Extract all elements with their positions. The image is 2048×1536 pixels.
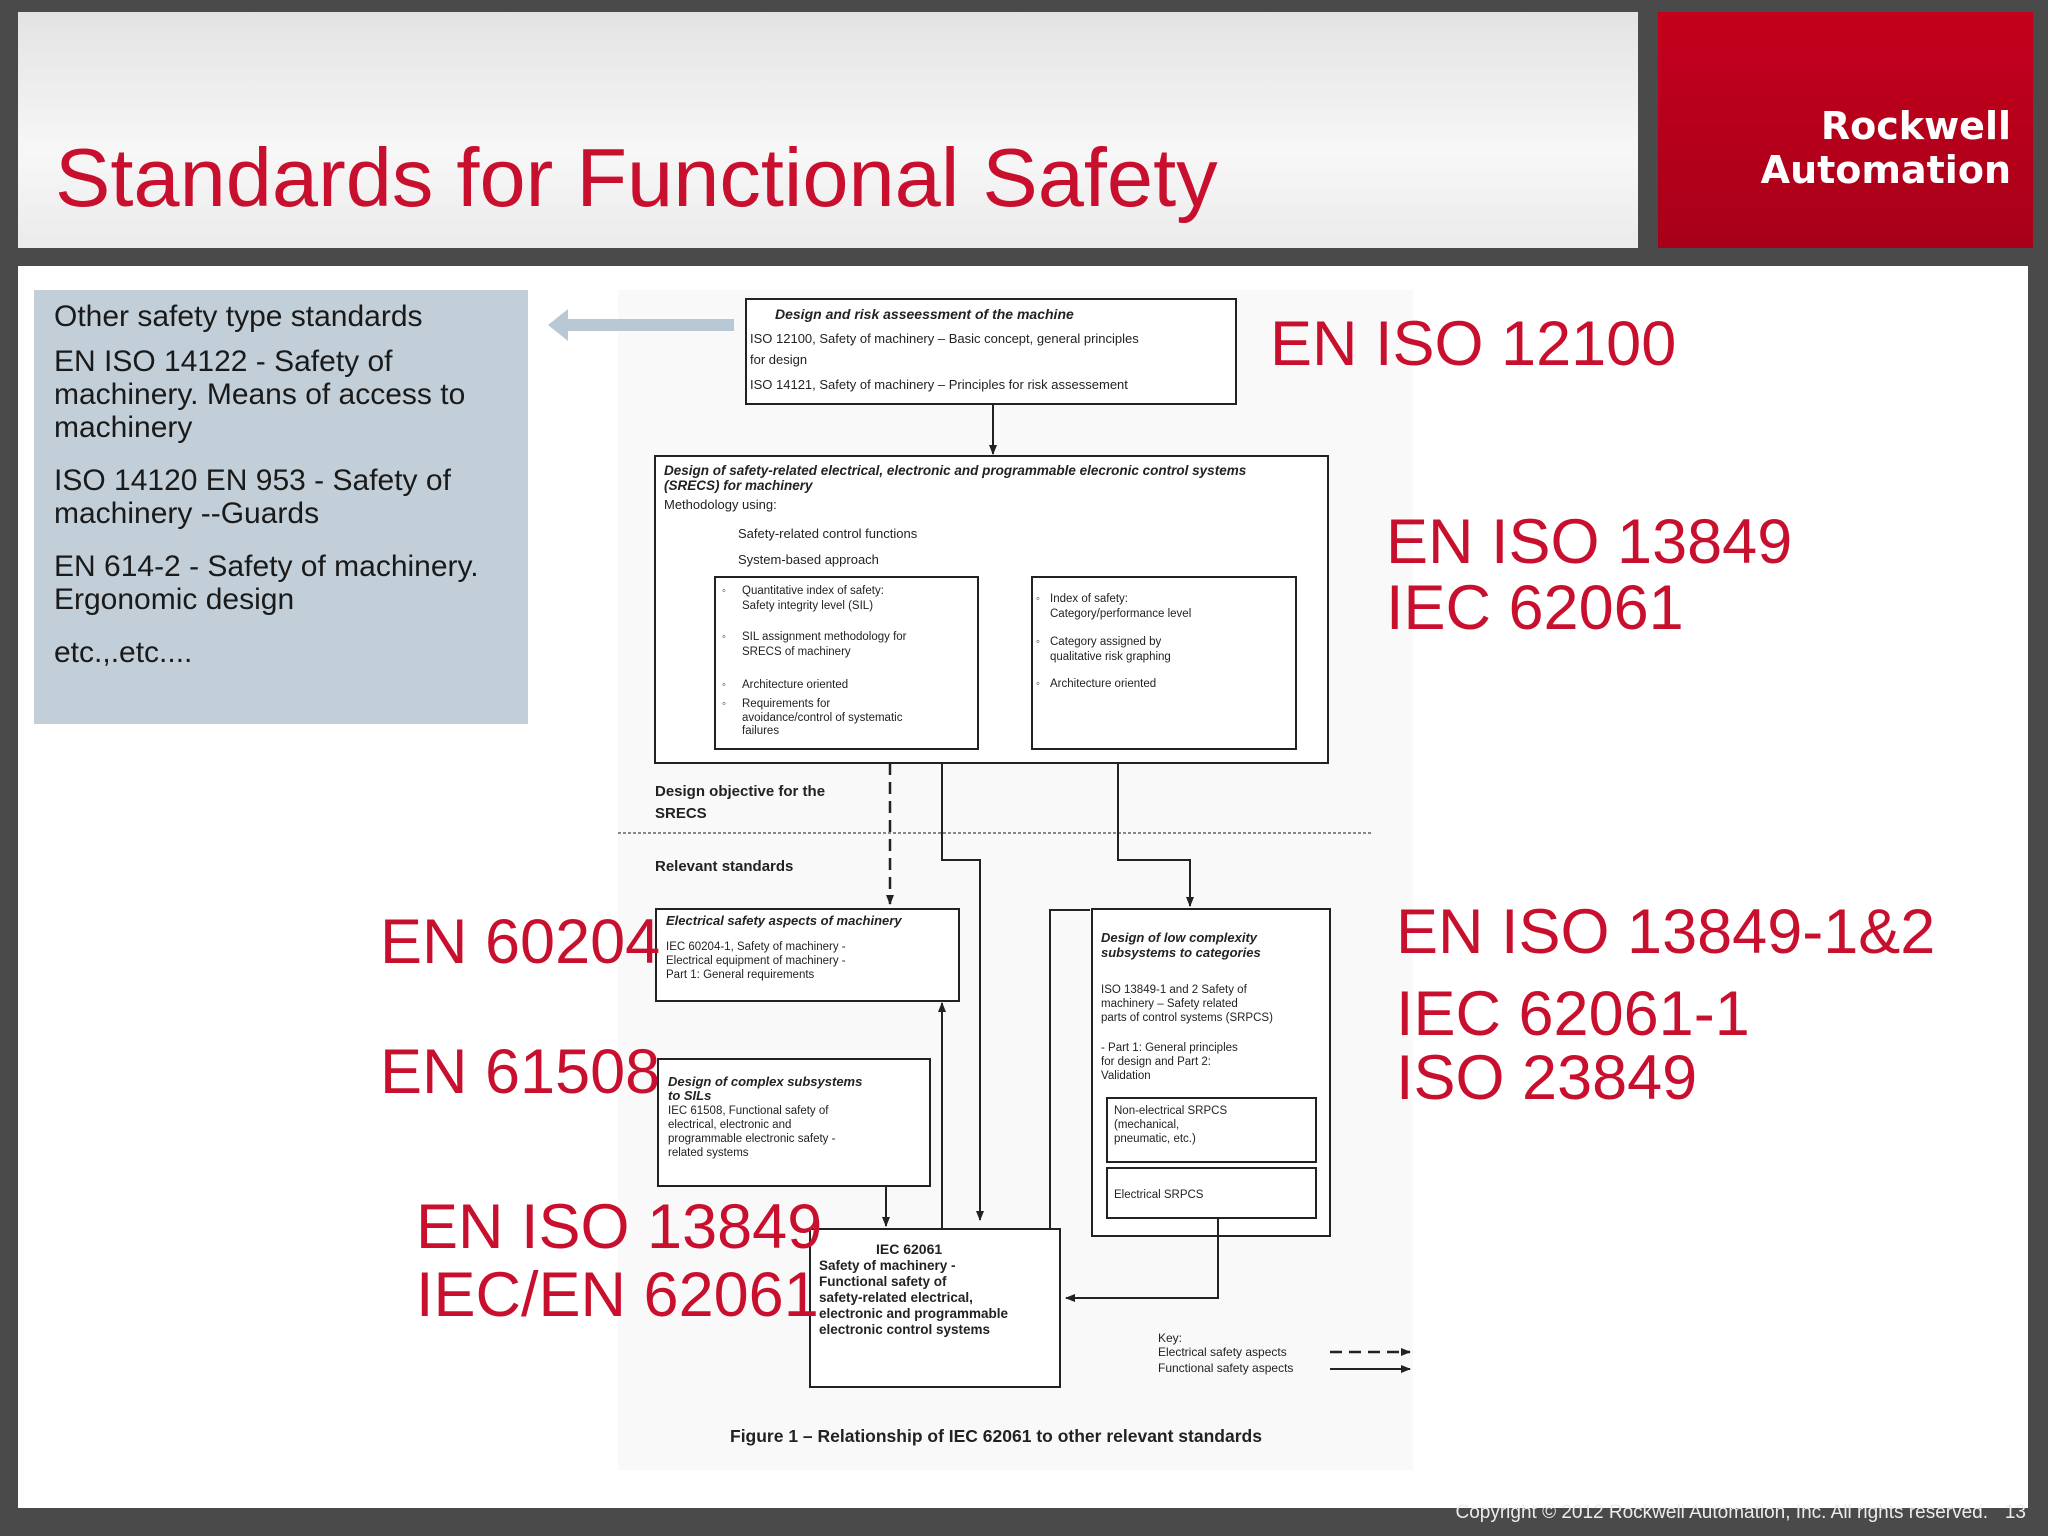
design-objective-label: SRECS — [655, 805, 707, 822]
complex-title: to SILs — [668, 1088, 712, 1103]
low-complexity-box — [1092, 909, 1330, 1236]
design-risk-line: for design — [750, 352, 808, 367]
srecs-box — [655, 456, 1328, 763]
standard-code: EN 614-2 — [54, 550, 181, 583]
complex-line: programmable electronic safety - — [668, 1133, 836, 1145]
complex-title: Design of complex subsystems — [668, 1074, 863, 1089]
sil-line: SIL assignment methodology for — [742, 631, 907, 643]
bullet-icon: ◦ — [722, 631, 726, 643]
brand-logo — [1658, 12, 2033, 248]
title-bar — [18, 12, 1638, 248]
iec-62061-box — [810, 1229, 1060, 1387]
bullet-icon: ◦ — [722, 698, 726, 710]
etc-text: etc.,.etc.... — [54, 636, 193, 669]
label-iec-62061-1: IEC 62061-1 — [1396, 979, 1750, 1049]
bullet-icon: ◦ — [722, 679, 726, 691]
iec-62061-line: electronic control systems — [819, 1322, 991, 1337]
electrical-safety-box — [656, 909, 959, 1001]
category-line: Index of safety: — [1050, 593, 1128, 605]
low-complexity-line: ISO 13849-1 and 2 Safety of — [1101, 984, 1247, 996]
standard-code: ISO 14120 EN 953 — [54, 464, 306, 497]
standard-desc: - Safety of machinery. Ergonomic design — [54, 550, 479, 616]
category-line: Category/performance level — [1050, 608, 1192, 620]
sil-line: Requirements for — [742, 698, 831, 710]
sil-line: failures — [742, 725, 780, 737]
srecs-title: Design of safety-related electrical, electronic and programmable elecronic control systems — [664, 463, 1247, 478]
design-risk-title: Design and risk asseessment of the machine — [775, 306, 1074, 322]
category-line: qualitative risk graphing — [1050, 651, 1171, 663]
low-complexity-title: Design of low complexity — [1101, 930, 1258, 945]
low-complexity-line: - Part 1: General principles — [1101, 1042, 1238, 1054]
standard-desc: - Safety of machinery. Means of access to machinery — [54, 345, 466, 444]
category-line: Category assigned by — [1050, 636, 1162, 648]
copyright-text: Copyright © 2012 Rockwell Automation, Inc. All rights reserved. — [1455, 1502, 1988, 1523]
complex-subsystems-box — [658, 1059, 930, 1186]
electrical-title: Electrical safety aspects of machinery — [666, 913, 902, 928]
srecs-item: System-based approach — [738, 552, 879, 567]
label-en-61508: EN 61508 — [380, 1037, 661, 1107]
electrical-line: Part 1: General requirements — [666, 969, 815, 981]
low-complexity-line: for design and Part 2: — [1101, 1056, 1211, 1068]
label-iec-62061: IEC 62061 — [1386, 573, 1684, 643]
key-functional-label: Functional safety aspects — [1158, 1361, 1294, 1375]
iec-62061-line: Safety of machinery - — [819, 1258, 956, 1273]
logo-line-2: Automation — [1760, 148, 2011, 192]
srecs-title: (SRECS) for machinery — [664, 478, 813, 493]
electrical-srpcs-label: Electrical SRPCS — [1114, 1189, 1204, 1201]
design-risk-box — [746, 299, 1236, 404]
relevant-standards-label: Relevant standards — [655, 858, 794, 875]
design-risk-line: ISO 14121, Safety of machinery – Principles for risk assessement — [750, 377, 1128, 392]
label-en-60204: EN 60204 — [380, 907, 661, 977]
label-en-iso-13849: EN ISO 13849 — [1386, 507, 1793, 577]
label-en-iso-12100: EN ISO 12100 — [1270, 309, 1677, 379]
low-complexity-line: machinery – Safety related — [1101, 998, 1238, 1010]
label-iso-23849: ISO 23849 — [1396, 1043, 1698, 1113]
iec-62061-line: Functional safety of — [819, 1274, 947, 1289]
design-risk-line: ISO 12100, Safety of machinery – Basic concept, general principles — [750, 331, 1139, 346]
electrical-line: IEC 60204-1, Safety of machinery - — [666, 941, 846, 953]
low-complexity-line: parts of control systems (SRPCS) — [1101, 1012, 1273, 1024]
label-bottom-en-iso-13849: EN ISO 13849 — [416, 1192, 823, 1262]
label-iec-en-62061: IEC/EN 62061 — [416, 1260, 819, 1330]
slide-content — [18, 266, 2028, 1508]
panel-heading: Other safety type standards — [54, 300, 423, 333]
iec-62061-title: IEC 62061 — [876, 1241, 943, 1257]
key-title: Key: — [1158, 1331, 1183, 1345]
srecs-methodology: Methodology using: — [664, 497, 777, 512]
sil-line: Safety integrity level (SIL) — [742, 600, 874, 612]
relationship-diagram — [18, 266, 2028, 1508]
key-electrical-label: Electrical safety aspects — [1158, 1345, 1287, 1359]
bullet-icon: ◦ — [1036, 678, 1040, 690]
complex-line: IEC 61508, Functional safety of — [668, 1105, 829, 1117]
bullet-icon: ◦ — [1036, 593, 1040, 605]
electrical-line: Electrical equipment of machinery - — [666, 955, 846, 967]
standard-code: EN ISO 14122 — [54, 345, 248, 378]
bullet-icon: ◦ — [1036, 636, 1040, 648]
low-complexity-title: subsystems to categories — [1101, 945, 1261, 960]
sil-line: SRECS of machinery — [742, 646, 851, 658]
srecs-item: Safety-related control functions — [738, 526, 918, 541]
category-line: Architecture oriented — [1050, 678, 1157, 690]
complex-line: electrical, electronic and — [668, 1119, 792, 1131]
sil-line: Architecture oriented — [742, 679, 849, 691]
complex-line: related systems — [668, 1147, 749, 1159]
label-en-iso-13849-1-2: EN ISO 13849-1&2 — [1396, 897, 1936, 967]
design-objective-label: Design objective for the — [655, 783, 826, 800]
non-electrical-line: Non-electrical SRPCS — [1114, 1105, 1228, 1117]
sil-line: avoidance/control of systematic — [742, 712, 903, 724]
iec-62061-line: safety-related electrical, — [819, 1290, 973, 1305]
non-electrical-line: (mechanical, — [1114, 1119, 1180, 1131]
figure-caption: Figure 1 – Relationship of IEC 62061 to other relevant standards — [730, 1426, 1262, 1446]
page-title: Standards for Functional Safety — [55, 131, 1218, 224]
low-complexity-line: Validation — [1101, 1070, 1151, 1082]
sil-line: Quantitative index of safety: — [742, 585, 884, 597]
page-number: 13 — [2004, 1502, 2026, 1523]
standard-desc: - Safety of machinery --Guards — [54, 464, 451, 530]
logo-line-1: Rockwell — [1820, 104, 2011, 148]
bullet-icon: ◦ — [722, 585, 726, 597]
iec-62061-line: electronic and programmable — [819, 1306, 1009, 1321]
non-electrical-line: pneumatic, etc.) — [1114, 1133, 1196, 1145]
